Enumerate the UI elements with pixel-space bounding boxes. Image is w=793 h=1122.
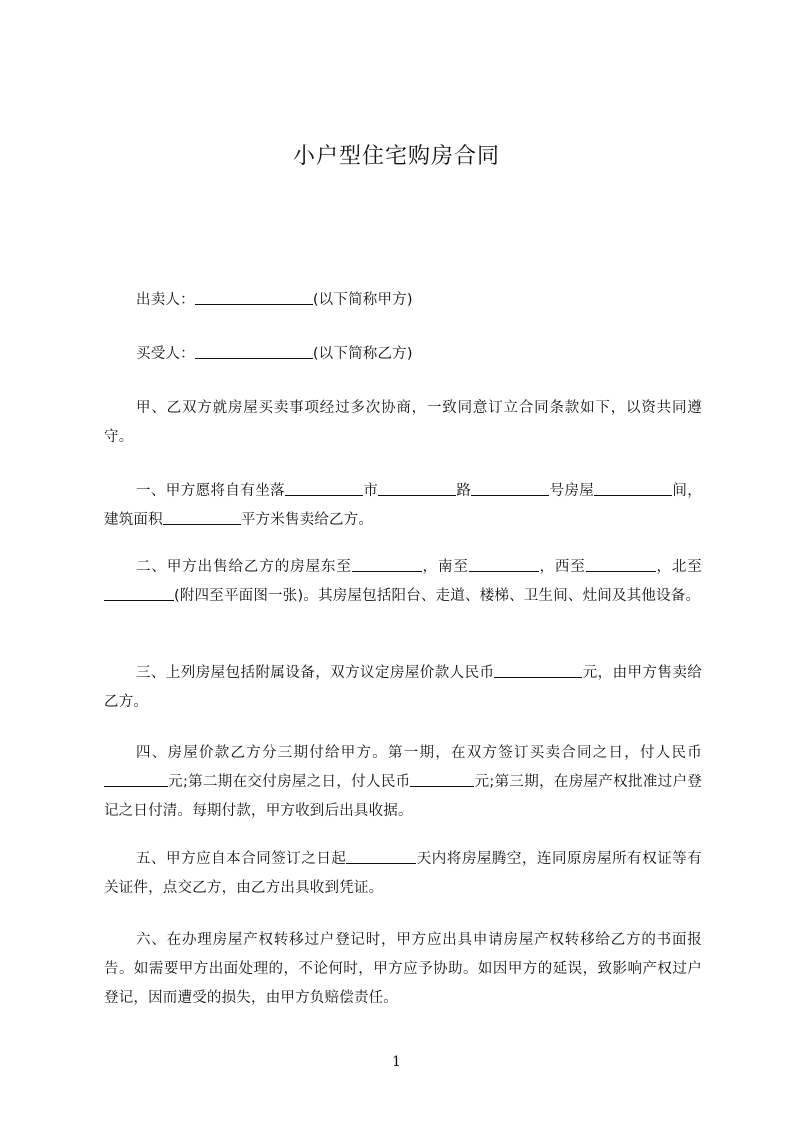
clause-1-text-1: 一、甲方愿将自有坐落	[136, 483, 286, 499]
clause-5-text-1: 五、甲方应自本合同签订之日起	[136, 851, 347, 867]
clause-2	[104, 553, 702, 611]
days-blank	[346, 848, 416, 864]
city-blank	[285, 480, 363, 496]
south-blank	[469, 556, 539, 572]
clause-1-text-3: 路	[456, 483, 472, 499]
seller-label: 出卖人：	[136, 292, 195, 308]
clause-1	[104, 477, 702, 535]
buyer-label: 买受人：	[136, 346, 195, 362]
first-payment-blank	[104, 771, 168, 787]
clause-2-text-2: ，南至	[421, 559, 469, 575]
clause-6: 六、在办理房屋产权转移过户登记时，甲方应出具申请房屋产权转移给乙方的书面报告。如需要甲方出面处理的，不论何时，甲方应予协助。如因甲方的延误，致影响产权过户登记，因而遭受的损失，由甲方负赔偿责任。	[104, 932, 702, 1006]
clause-1-text-4: 号房屋	[549, 483, 595, 499]
page-number: 1	[392, 1054, 401, 1070]
seller-suffix: (以下简称甲方)	[312, 292, 413, 308]
clause-1-text-5: 间，建筑面积	[104, 483, 702, 528]
clause-4	[104, 739, 702, 826]
clause-2-text-4: ，北至	[655, 559, 702, 575]
clause-4-text-2: 元;第二期在交付房屋之日，付人民币	[168, 774, 411, 790]
clause-4-text-3: 元;第三期，在房屋产权批准过户登记之日付清。每期付款，甲方收到后出具收据。	[104, 774, 702, 819]
clause-3	[104, 659, 702, 717]
clause-1-text-2: 市	[363, 483, 379, 499]
clause-2-text-3: ，西至	[538, 559, 586, 575]
second-payment-blank	[410, 771, 474, 787]
clause-3-text-1: 三、上列房屋包括附属设备，双方议定房屋价款人民币	[136, 665, 495, 681]
intro-paragraph: 甲、乙双方就房屋买卖事项经过多次协商，一致同意订立合同条款如下，以资共同遵守。	[104, 400, 702, 445]
number-blank	[471, 480, 549, 496]
rooms-blank	[594, 480, 672, 496]
clause-4-text-1: 四、房屋价款乙方分三期付给甲方。第一期，在双方签订买卖合同之日，付人民币	[136, 745, 702, 761]
clause-2-text-1: 二、甲方出售给乙方的房屋东至	[136, 559, 352, 575]
clause-5-text-2: 天内将房屋腾空，连同原房屋所有权证等有关证件，点交乙方，由乙方出具收到凭证。	[104, 851, 702, 896]
area-blank	[163, 509, 241, 525]
clause-5	[104, 845, 702, 903]
buyer-line	[104, 340, 702, 369]
price-blank	[494, 662, 582, 678]
buyer-blank	[195, 343, 313, 359]
road-blank	[378, 480, 456, 496]
seller-blank	[195, 289, 313, 305]
seller-line	[104, 286, 702, 315]
clause-3-text-2: 元，由甲方售卖给乙方。	[104, 665, 702, 710]
clause-1-text-6: 平方米售卖给乙方。	[240, 512, 374, 528]
document-title: 小户型住宅购房合同	[292, 144, 500, 169]
east-blank	[352, 556, 422, 572]
buyer-suffix: (以下简称乙方)	[312, 346, 413, 362]
west-blank	[586, 556, 656, 572]
north-blank	[104, 585, 174, 601]
clause-2-text-5: (附四至平面图一张)。其房屋包括阳台、走道、楼梯、卫生间、灶间及其他设备。	[174, 588, 701, 604]
